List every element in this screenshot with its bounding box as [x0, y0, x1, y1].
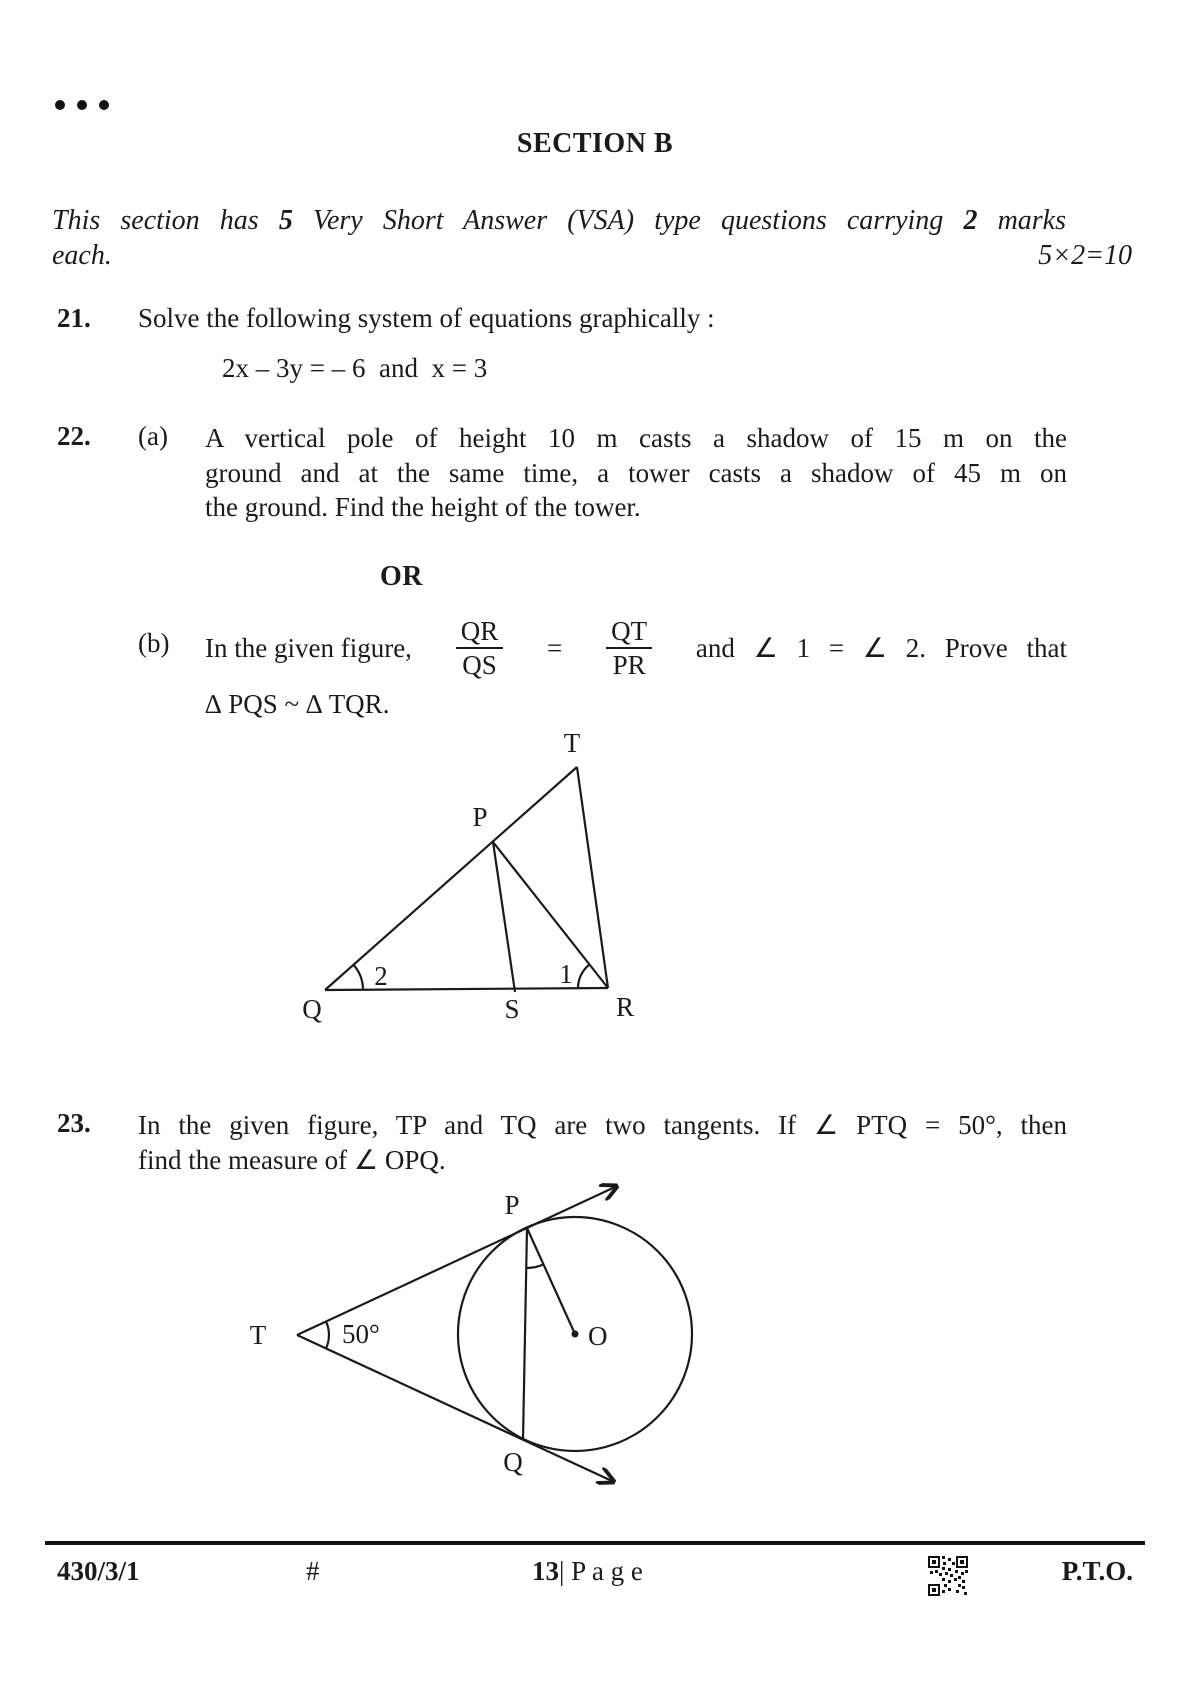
circle-tangents-figure	[230, 1130, 710, 1510]
question-22b-line-1	[205, 598, 1067, 698]
page-number-divider: |	[559, 1556, 565, 1586]
pto-label: P.T.O.	[1061, 1556, 1133, 1586]
fraction-denominator: QS	[462, 650, 497, 680]
intro-seg-3: marks	[997, 205, 1067, 236]
intro-seg-1: This section has	[52, 205, 259, 236]
qr-code	[928, 1556, 968, 1596]
angle-label-50: 50°	[342, 1319, 380, 1349]
angle-label-2: 2	[374, 961, 388, 991]
question-22b-line-2: ∆ PQS ~ ∆ TQR.	[205, 689, 390, 719]
angle-arc-R	[578, 965, 590, 989]
fraction-qt-pr	[606, 616, 652, 680]
page-number	[532, 1556, 643, 1587]
question-23-number: 23.	[57, 1108, 91, 1138]
question-22a-line-1: A vertical pole of height 10 m casts a shadow of 15 m on the	[205, 423, 1067, 453]
line-QT	[325, 767, 577, 990]
or-separator: OR	[380, 561, 423, 592]
dot-icon	[77, 100, 87, 110]
intro-marks-count: 5	[278, 205, 293, 236]
dot-icon	[55, 100, 65, 110]
center-dot-O	[572, 1331, 579, 1338]
dot-icon	[99, 100, 109, 110]
angle-label-1: 1	[559, 959, 573, 989]
tangent-TP	[297, 1187, 615, 1335]
footer-rule	[45, 1541, 1145, 1545]
page-word: P a g e	[571, 1556, 643, 1586]
fraction-numerator: QT	[606, 616, 652, 649]
question-22b-intro: In the given figure,	[205, 632, 412, 663]
angle-arc-P	[526, 1264, 544, 1268]
intro-line-1	[52, 203, 1066, 238]
radius-OP	[527, 1228, 575, 1334]
chord-PQ	[523, 1228, 527, 1440]
section-heading: SECTION B	[516, 128, 674, 159]
question-22a-text	[205, 421, 1067, 525]
point-label-P: P	[504, 1190, 520, 1220]
intro-line-2	[52, 238, 1132, 273]
question-23-line-1: In the given figure, TP and TQ are two tangents. If ∠ PTQ = 50°, then	[138, 1110, 1067, 1140]
question-22b-label: (b)	[138, 628, 170, 658]
question-21-text: Solve the following system of equations graphically :	[138, 303, 715, 333]
fraction-qr-qs	[456, 616, 504, 680]
vertex-label-S: S	[504, 994, 520, 1024]
point-label-T: T	[249, 1320, 267, 1350]
question-21-equation: 2x – 3y = – 6 and x = 3	[222, 353, 488, 383]
fraction-numerator: QR	[456, 616, 504, 649]
vertex-label-R: R	[615, 992, 635, 1022]
intro-seg-2: Very Short Answer (VSA) type questions carrying	[312, 205, 944, 236]
vertex-label-Q: Q	[302, 994, 322, 1024]
tangent-TQ	[297, 1335, 612, 1481]
triangle-figure	[280, 700, 660, 1030]
paper-code: 430/3/1	[57, 1556, 140, 1586]
question-22b-rest: and ∠ 1 = ∠ 2. Prove that	[695, 632, 1067, 663]
question-21	[57, 303, 715, 334]
corner-dots	[55, 100, 109, 110]
question-22a-line-2: ground and at the same time, a tower casts a shadow of 45 m on	[205, 457, 1067, 488]
equals-sign: =	[547, 632, 563, 663]
point-label-Q: Q	[503, 1447, 523, 1477]
section-intro	[52, 203, 1132, 273]
intro-each: each.	[52, 240, 112, 271]
angle-arc-T	[326, 1322, 329, 1349]
marks-scheme: 5×2=10	[1038, 240, 1132, 271]
fraction-denominator: PR	[612, 650, 646, 680]
page-number-value: 13	[532, 1556, 559, 1586]
angle-arc-Q	[354, 965, 364, 990]
question-21-number: 21.	[57, 303, 91, 333]
question-22a-line-3: the ground. Find the height of the tower.	[205, 492, 641, 522]
vertex-label-P: P	[472, 802, 488, 832]
vertex-label-T: T	[563, 728, 581, 758]
question-22a-label: (a)	[138, 421, 168, 451]
question-22-number: 22.	[57, 421, 91, 451]
footer-hash: #	[306, 1556, 320, 1586]
question-23-line-2: find the measure of ∠ OPQ.	[138, 1144, 446, 1175]
intro-marks-each: 2	[963, 205, 978, 236]
point-label-O: O	[588, 1321, 608, 1351]
